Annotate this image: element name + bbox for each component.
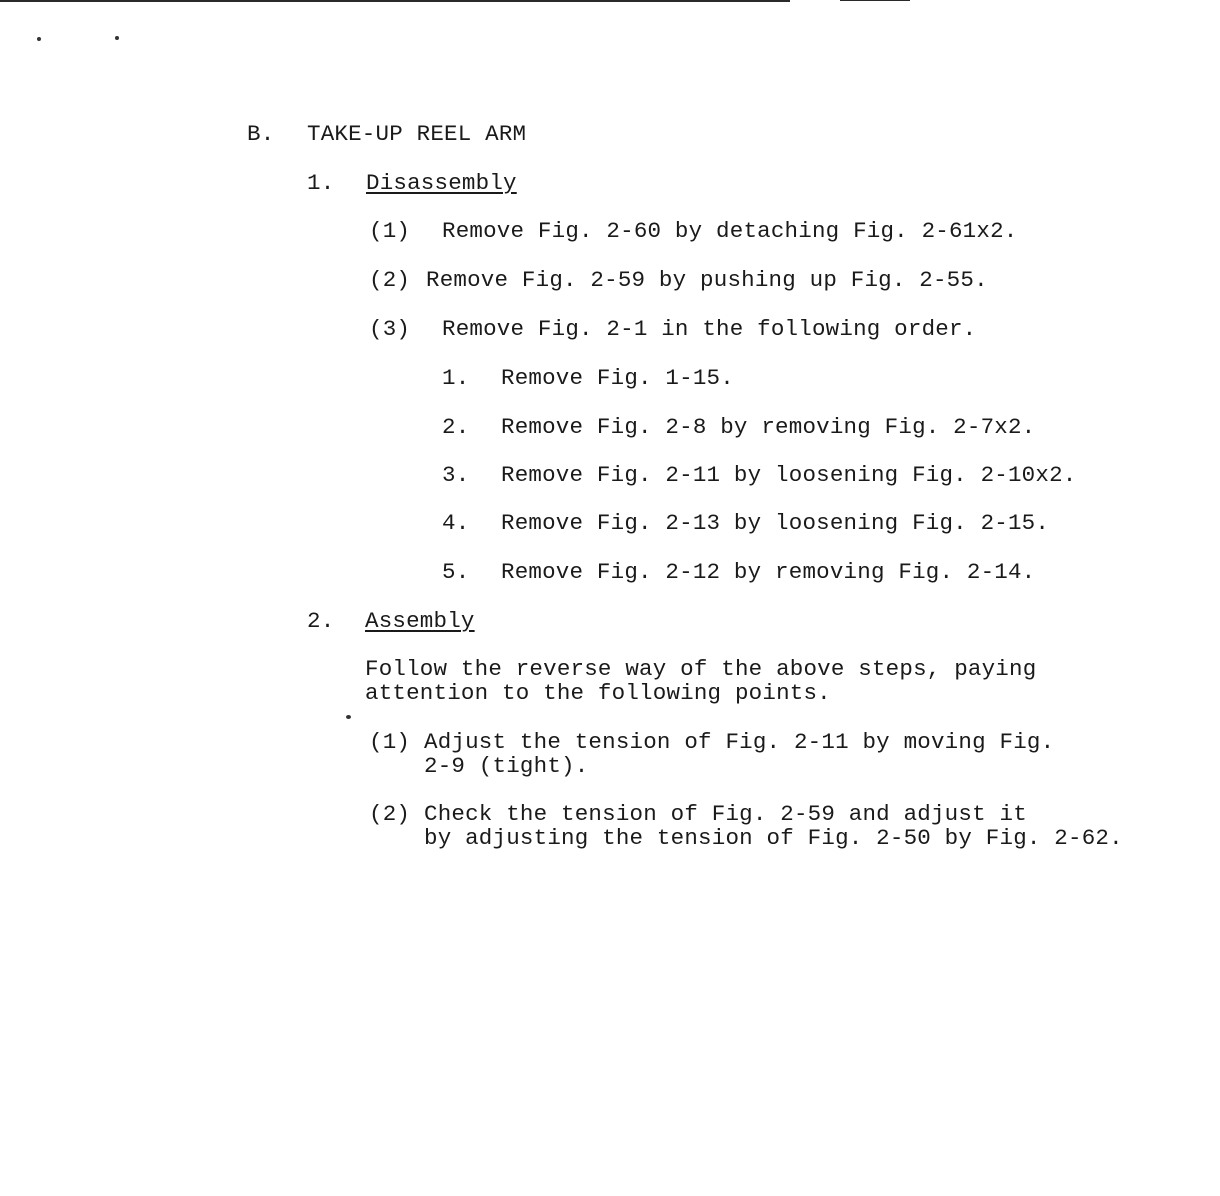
step-text: Remove Fig. 2-59 by pushing up Fig. 2-55. <box>426 267 988 293</box>
scan-speck <box>115 36 119 40</box>
substep-number: 1. <box>442 365 470 391</box>
disassembly-heading: Disassembly <box>366 170 517 196</box>
assembly-intro: attention to the following points. <box>365 680 831 706</box>
substep-text: Remove Fig. 2-11 by loosening Fig. 2-10x2. <box>501 462 1077 488</box>
substep-number: 2. <box>442 414 470 440</box>
assembly-intro: Follow the reverse way of the above steps, paying <box>365 656 1037 682</box>
point-number: (2) <box>369 801 411 827</box>
scan-edge-line <box>0 0 790 2</box>
point-text: by adjusting the tension of Fig. 2-50 by Fig. 2-62. <box>424 825 1123 851</box>
step-number: (1) <box>369 218 411 244</box>
scan-edge-line <box>840 0 910 1</box>
point-text: Adjust the tension of Fig. 2-11 by moving Fig. <box>424 729 1055 755</box>
substep-text: Remove Fig. 2-8 by removing Fig. 2-7x2. <box>501 414 1036 440</box>
point-number: (1) <box>369 729 411 755</box>
step-text: Remove Fig. 2-1 in the following order. <box>442 316 977 342</box>
assembly-number: 2. <box>307 608 335 634</box>
disassembly-number: 1. <box>307 170 335 196</box>
scan-speck <box>346 715 351 719</box>
substep-number: 3. <box>442 462 470 488</box>
point-text: Check the tension of Fig. 2-59 and adjust it <box>424 801 1027 827</box>
section-marker: B. <box>247 121 275 147</box>
substep-text: Remove Fig. 2-13 by loosening Fig. 2-15. <box>501 510 1050 536</box>
assembly-heading: Assembly <box>365 608 475 634</box>
substep-text: Remove Fig. 2-12 by removing Fig. 2-14. <box>501 559 1036 585</box>
step-text: Remove Fig. 2-60 by detaching Fig. 2-61x2. <box>442 218 1018 244</box>
substep-text: Remove Fig. 1-15. <box>501 365 734 391</box>
point-text: 2-9 (tight). <box>424 753 589 779</box>
section-title: TAKE-UP REEL ARM <box>307 121 527 147</box>
substep-number: 5. <box>442 559 470 585</box>
step-number: (2) <box>369 267 411 293</box>
scan-speck <box>37 37 41 41</box>
substep-number: 4. <box>442 510 470 536</box>
step-number: (3) <box>369 316 411 342</box>
